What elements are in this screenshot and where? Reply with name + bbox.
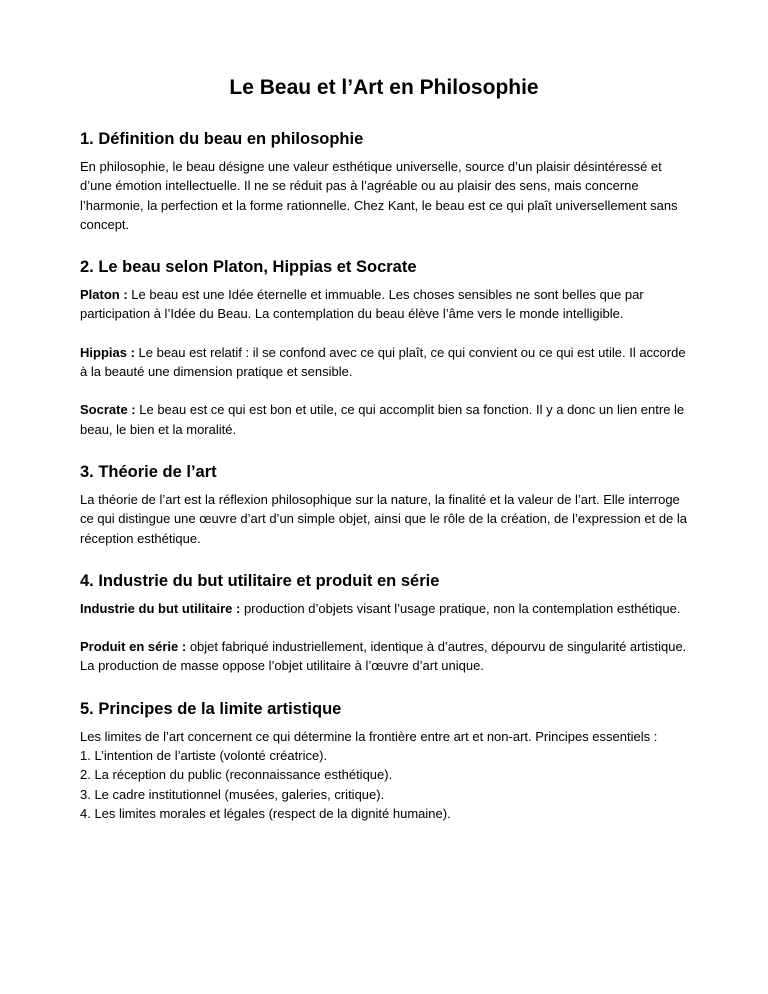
paragraph-text: objet fabriqué industriellement, identique à d’autres, dépourvu de singularité artistique. La production de masse oppose l’objet utilitaire à l’œuvre d’art unique. — [80, 639, 687, 674]
section-heading: 3. Théorie de l’art — [80, 462, 217, 481]
section-heading: 4. Industrie du but utilitaire et produit en série — [80, 571, 440, 590]
term-label: Hippias : — [80, 344, 135, 360]
list-item: 2. La réception du public (reconnaissance esthétique). — [80, 767, 393, 783]
section-heading: 1. Définition du beau en philosophie — [80, 130, 364, 148]
paragraph — [80, 727, 688, 746]
section-theorie-art — [80, 461, 688, 548]
paragraph-text: La théorie de l’art est la réflexion philosophique sur la nature, la finalité et la valeur de l’art. Elle interroge ce qui distingue une œuvre d’art d’un simple objet, ainsi que le rôle de la création, de l’expression et de la réception esthétique. — [80, 491, 688, 546]
principles-list — [80, 746, 688, 823]
term-label: Platon : — [80, 287, 128, 303]
list-item: 1. L’intention de l’artiste (volonté créatrice). — [80, 748, 328, 764]
paragraph-text: Le beau est ce qui est bon et utile, ce qui accomplit bien sa fonction. Il y a donc un lien entre le beau, le bien et la moralité. — [80, 402, 685, 437]
section-definition — [80, 128, 688, 234]
paragraph — [80, 157, 688, 234]
paragraph-platon — [80, 285, 688, 324]
section-heading: 5. Principes de la limite artistique — [80, 699, 342, 718]
paragraph-text: En philosophie, le beau désigne une valeur esthétique universelle, source d’un plaisir désintéressé et d’une émotion intellectuelle. Il ne se réduit pas à l’agréable ou au plaisir des sens, mais concerne l’harmonie, la perfection et la forme rationnelle. Chez Kant, le beau est ce qui plaît universellement sans concept. — [80, 159, 678, 232]
paragraph-produit-serie — [80, 637, 688, 676]
paragraph-text: Le beau est relatif : il se confond avec ce qui plaît, ce qui convient ou ce qui est utile. Il accorde à la beauté une dimension pratique et sensible. — [80, 344, 686, 380]
paragraph-text: production d’objets visant l’usage pratique, non la contemplation esthétique. — [240, 600, 681, 616]
paragraph-hippias — [80, 343, 688, 382]
paragraph-socrate — [80, 400, 688, 439]
document-title: Le Beau et l’Art en Philosophie — [229, 76, 539, 99]
section-heading: 2. Le beau selon Platon, Hippias et Socrate — [80, 258, 417, 277]
paragraph-text: Les limites de l’art concernent ce qui détermine la frontière entre art et non-art. Principes essentiels : — [80, 728, 658, 744]
paragraph — [80, 490, 688, 548]
section-industrie — [80, 570, 688, 676]
paragraph-text: Le beau est une Idée éternelle et immuable. Les choses sensibles ne sont belles que par participation à l’Idée du Beau. La contemplation du beau élève l’âme vers le monde intelligible. — [80, 287, 644, 322]
paragraph-industrie — [80, 599, 688, 618]
section-limite-artistique — [80, 698, 688, 823]
term-label: Socrate : — [80, 402, 136, 418]
term-label: Industrie du but utilitaire : — [80, 600, 241, 616]
section-platon-hippias-socrate — [80, 256, 688, 439]
list-item: 3. Le cadre institutionnel (musées, galeries, critique). — [80, 786, 385, 802]
term-label: Produit en série : — [80, 639, 187, 655]
list-item: 4. Les limites morales et légales (respect de la dignité humaine). — [80, 805, 451, 821]
